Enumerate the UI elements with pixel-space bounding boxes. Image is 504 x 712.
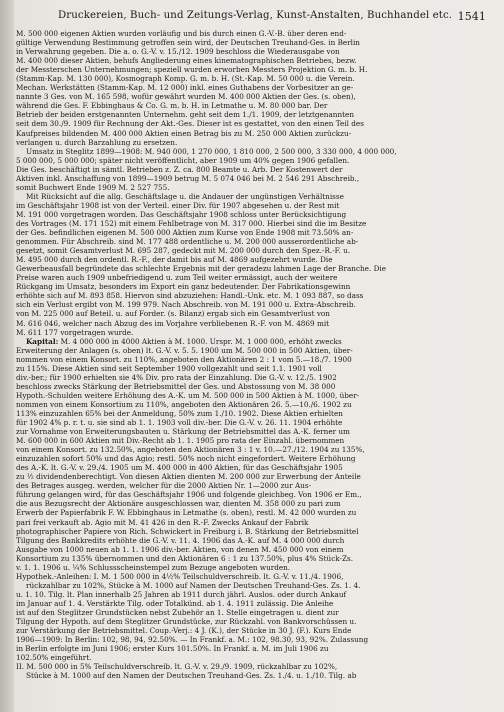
text-line: II. M. 500 000 in 5% Teilschuldverschreib. lt. G.-V. v. 29./9. 1909, rückzahlbar zu 102%,: [16, 662, 338, 672]
text-line: Stücke à M. 1000 auf den Namen der Deutschen Treuhand-Ges. Zs. 1./4. u. 1./10. Tilg. ab: [26, 671, 357, 681]
header-title: Druckereien, Buch- und Zeitungs-Verlag, Kunst-Anstalten, Buchhandel etc.: [58, 10, 453, 21]
text-line: Rückgang im Umsatz, besonders im Export ein ganz bedeutender. Der Fabrikationsgewinn: [16, 282, 351, 292]
text-line: Erweiterung der Anlagen (s. oben) lt. G.-V. v. 5. 5. 1900 um M. 500 000 in 500 Aktien, über-: [16, 345, 353, 355]
running-header: [58, 10, 486, 26]
text-line: Umsatz in Steglitz 1899—1908: M. 940 000, 1 270 000, 1 810 000, 2 500 000, 3 330 000, 4 000 000,: [26, 146, 397, 156]
text-line: im Januar auf 1. 4. Verstärkte Tilg. oder Totalkünd. ab 1. 4. 1911 zulässig. Die Anleihe: [16, 598, 334, 608]
text-line: Betrieb der beiden erstgenannten Unternehm. geht seit dem 1./1. 1909, der letztgenannten: [16, 110, 355, 120]
text-line: Hypothek.-Anleihen: I. M. 1 500 000 in 4½% Teilschuldverschreib. lt. G.-V. v. 11./4. 1906,: [16, 571, 344, 581]
text-line: führung gelangen wird, für das Geschäftsjahr 1906 und folgende gleichbeg. Von 1906 er Em.,: [16, 490, 362, 500]
text-line: 113% einzuzahlen 65% bei der Anmeldung, 50% zum 1./10. 1902. Diese Aktien erhielten: [16, 408, 343, 418]
page-number: 1541: [457, 10, 486, 23]
text-line: von einem Konsort. zu 132.50%, angeboten den Aktionären 3 : 1 v. 10.—27./12. 1904 zu 135%,: [16, 445, 365, 455]
text-line: photographischer Papiere von Rich. Schwickert in Freiburg i. B. Stärkung der Betriebsmittel: [16, 526, 359, 536]
text-line: für 1902 4% p. r. t. u. sie sind ab 1. 1. 1903 voll div.-ber. Die G.-V. v. 26. 11. 1904 erhöhte: [16, 418, 343, 428]
text-line: nannte 3 Ges. von M. 165 598, wofür gewährt wurden M. 400 000 Aktien der Ges. (s. oben),: [16, 92, 356, 102]
text-line: die aus Bezugsrecht der Aktionäre ausgeschlossen war, dienten M. 358 000 zu pari zum: [16, 499, 341, 509]
text-line: in Berlin erfolgte im Juni 1906; erster Kurs 101.50%. In Frankf. a. M. im Juli 1906 zu: [16, 644, 329, 654]
text-line: Hypoth.-Schulden weitere Erhöhung des A.-K. um M. 500 000 in 500 Aktien à M. 1000, über-: [16, 390, 360, 400]
text-line: v. 1. 1. 1906 u. ¼% Schlussscheinstempel zum Bezuge angeboten wurden.: [16, 562, 291, 572]
text-line: Erwerb der Papierfabrik F. W. Ebbinghaus in Letmathe (s. oben), restl. M. 42 000 wurden zu: [16, 508, 357, 518]
text-line: während die Ges. F. Ebbinghaus & Co. G. m. b. H. in Letmathe u. M. 80 000 bar. Der: [16, 101, 328, 111]
text-line: Mit Rücksicht auf die allg. Geschäftslage u. die Andauer der ungünstigen Verhältnisse: [26, 191, 344, 201]
text-line: des Betrages ausgeg. werden, welcher für die 2000 Aktien Nr. 1—2000 zur Aus-: [16, 481, 312, 491]
text-line: M. 616 046, welcher nach Abzug des im Vorjahre verbliebenen R.-F. von M. 4869 mit: [16, 318, 330, 328]
text-line: nommen von einem Konsort. zu 110%, angeboten den Aktionären 2 : 1 vom 5.—18./7. 1900: [16, 354, 352, 364]
book-gutter: [0, 0, 14, 712]
text-line: pari frei verkauft ab. Agio mit M. 41 426 in den R.-F. Zwecks Ankauf der Fabrik: [16, 517, 309, 527]
text-line: beschloss zwecks Stärkung der Betriebsmittel der Ges. und Abstossung von M. 38 000: [16, 381, 336, 391]
text-line: gesetzt, somit Gesamtverlust M. 695 287, gedeckt mit M. 200 000 durch den Spez.-R.-F. u.: [16, 246, 351, 256]
text-line: M. 191 000 vorgetragen worden. Das Geschäftsjahr 1908 schloss unter Berücksichtigung: [16, 209, 347, 219]
text-line: Die Ges. beschäftigt in sämtl. Betrieben z. Z. ca. 800 Beamte u. Arb. Der Kostenwert der: [16, 164, 343, 174]
text-line: zur Vornahme von Erweiterungsbauten u. Stärkung der Betriebsmittel das A.-K. ferner um: [16, 427, 350, 437]
text-line: nommen von einem Konsortium zu 110%, angeboten den Aktionären 26. 5.—10./6. 1902 zu: [16, 399, 352, 409]
text-line: Ausgabe von 1000 neuen ab 1. 1. 1906 div.-ber. Aktien, von denen M. 450 000 von einem: [16, 544, 344, 554]
text-line: ist auf den Steglitzer Grundstücken nebst Zubehör an 1. Stelle eingetragen u. dient zur: [16, 608, 339, 617]
text-line: Gewerbeausfall begründete das schlechte Ergebnis mit der geradezu lahmen Lage der Branche. Die: [16, 264, 387, 274]
text-line: im Geschäftsjahr 1908 ist von der Verteil. einer Div. für 1907 abgesehen u. der Rest mit: [16, 200, 340, 210]
text-line: sich ein Verlust ergibt von M. 199 979. Nach Abschreib. von M. 191 000 u. Extra-Abschreib.: [16, 300, 356, 310]
text-line: 1906—1909: In Berlin: 102, 98, 94, 92.50%. — In Frankf. a. M.: 102, 98.30, 93, 92%. Zulassung: [16, 635, 369, 645]
text-line: Konsortium zu 135% übernommen und den Aktionären 6 : 1 zu 137.50%, plus 4% Stück-Zs.: [16, 553, 354, 563]
section-heading: Kapital:: [26, 336, 59, 346]
text-line: 5 000 000, 5 000 000; später nicht veröffentlicht, aber 1909 um 40% gegen 1906 gefallen.: [16, 155, 350, 165]
text-line: der Ges. befindlichen eigenen M. 500 000 Aktien zum Kurse von Ende 1908 mit 73.50% an-: [16, 228, 354, 238]
text-line: einzuzahlen sofort 50% und das Agio; restl. 50% noch nicht eingefordert. Weitere Erhöhung: [16, 454, 356, 464]
text-line: u. 1. 10. Tilg. lt. Plan innerhalb 25 Jahren ab 1911 durch jährl. Auslos. oder durch Ankauf: [16, 589, 347, 599]
text-line: Kaufpreises bildenden M. 400 000 Aktien einen Betrag bis zu M. 250 000 Aktien zurückzu-: [16, 128, 352, 138]
text-line: der Messterschen Unternehmungen; speziell wurden erworben Messters Projektion G. m. b. H.: [16, 65, 368, 75]
text-line: seit dem 30./9. 1909 für Rechnung der Akt.-Ges. Dieser ist es gestattet, von den einen Teil des: [16, 119, 364, 129]
text-line: zur Verstärkung der Betriebsmittel. Coup.-Verj.: 4 J. (K.), der Stücke in 30 J. (F.). Kurs Ende: [16, 626, 352, 636]
text-line: M. 495 000 durch den ordentl. R.-F., der damit bis auf M. 4869 aufgezehrt wurde. Die: [16, 255, 333, 265]
text-line: von M. 225 000 auf Beteil. u. auf Forder. (s. Bilanz) ergab sich ein Gesamtverlust von: [16, 309, 330, 319]
text-line: Mechan. Werkstätten (Stamm-Kap. M. 12 000) inkl. eines Guthabens der Vorbesitzer an ge-: [16, 83, 354, 93]
text-line: Preise waren auch 1909 unbefriedigend u. zum Teil weiter ermässigt, auch der weitere: [16, 273, 338, 283]
text-line: zu ½ dividendenberechtigt. Von diesen Aktien dienten M. 200 000 zur Erwerbung der Anteile: [16, 472, 361, 482]
text-line: erhöhte sich auf M. 893 858. Hiervon sind abzuziehen: Handl.-Unk. etc. M. 1 093 887, so dass: [16, 291, 364, 301]
text-line: Kapital: M. 4 000 000 in 4000 Aktien à M. 1000. Urspr. M. 1 000 000, erhöht zwecks: [26, 336, 342, 346]
text-line: somit Buchwert Ende 1909 M. 2 527 755.: [16, 182, 170, 192]
text-line: M. 611 177 vorgetragen wurde.: [16, 327, 134, 337]
text-line: Tilgung des Bankkredits erhöhte die G.-V. v. 11. 4. 1906 das A.-K. auf M. 4 000 000 durch: [16, 535, 345, 545]
text-line: genommen. Für Abschreib. sind M. 177 488 ordentliche u. M. 200 000 ausserordentliche ab-: [16, 237, 359, 247]
text-line: M. 600 000 in 600 Aktien mit Div.-Recht ab 1. 1. 1905 pro rata der Einzahl. übernommen: [16, 436, 345, 446]
text-line: des Vortrages (M. 171 152) mit einem Fehlbetrage von M. 317 000. Hierbei sind die im Besitze: [16, 218, 367, 228]
text-line: Tilgung der Hypoth. auf dem Steglitzer Grundstücke, zur Rückzahl. von Bankvorschüssen u.: [16, 617, 357, 627]
text-line: zu 115%. Diese Aktien sind seit September 1900 vollgezahlt und seit 1.1. 1901 voll: [16, 363, 322, 373]
text-line: gültige Verwendung Bestimmung getroffen sein wird, der Deutschen Treuhand-Ges. in Berlin: [16, 38, 360, 48]
text-line: M. 400 000 dieser Aktien, behufs Angliederung eines kinematographischen Betriebes, bezw.: [16, 56, 357, 66]
text-line: Aktiven inkl. Anschaffung von 1899—1909 betrug M. 5 074 046 bei M. 2 546 291 Abschreib.,: [16, 173, 360, 183]
text-line: M. 500 000 eigenen Aktien wurden vorläufig und bis durch einen G.-V.-B. über deren end-: [16, 29, 347, 38]
text-line: (Stamm-Kap. M. 130 000), Kosmograph Komp. G. m. b. H. (St.-Kap. M. 50 000 u. die Verein.: [16, 74, 355, 84]
text-line: div.-ber.; für 1900 erhielten sie 4% Div. pro rata der Einzahlung. Die G.-V. v. 12./5. 1902: [16, 372, 337, 382]
text-line: des A.-K. lt. G.-V. v. 29./4. 1905 um M. 400 000 in 400 Aktien, für das Geschäftsjahr 1905: [16, 463, 343, 473]
text-line: 102.50% eingeführt.: [16, 653, 92, 663]
text-line: in Verwahrung gegeben. Die a. o. G.-V. v. 15./12. 1909 beschloss die Wiederausgabe von: [16, 47, 340, 57]
text-line: rückzahlbar zu 102%, Stücke à M. 1000 auf Namen der Deutschen Treuhand-Ges. Zs. 1. 4.: [26, 580, 361, 590]
text-line: verlangen u. durch Barzahlung zu ersetzen.: [16, 137, 178, 147]
body-text: [16, 29, 498, 680]
